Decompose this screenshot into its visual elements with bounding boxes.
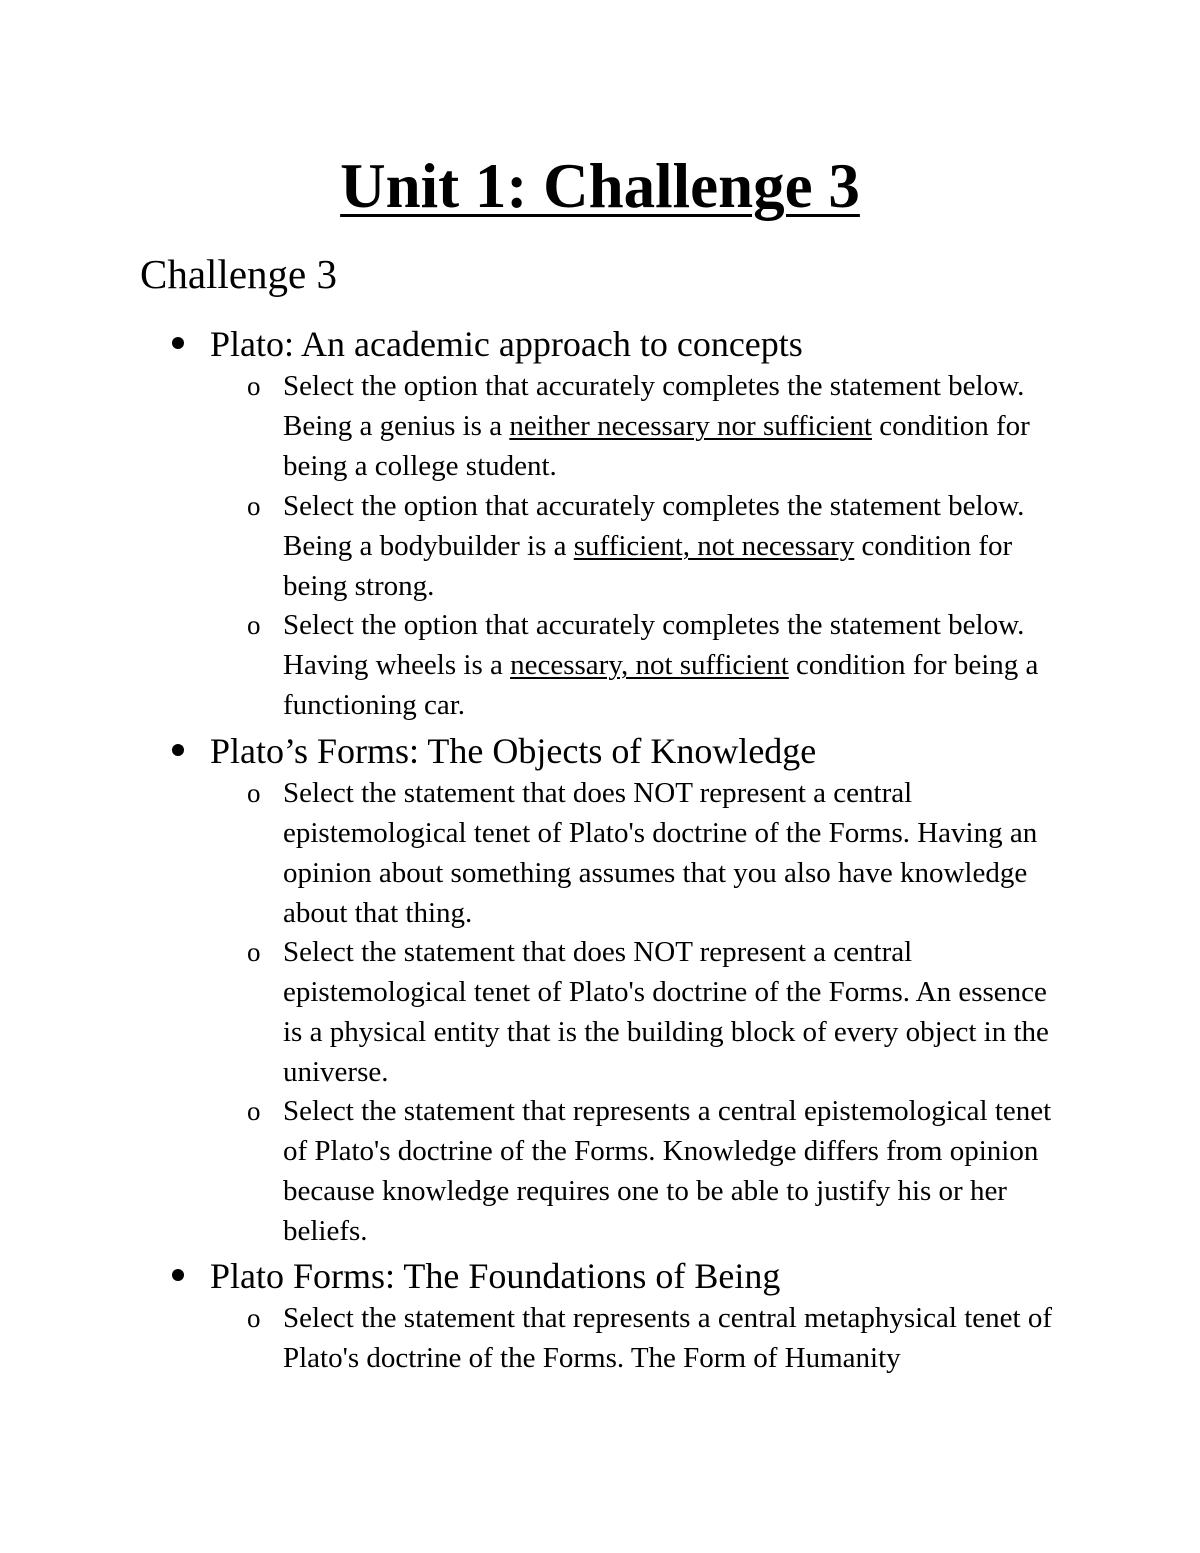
bullet-icon xyxy=(172,337,184,349)
bullet-icon xyxy=(172,744,184,756)
item-text xyxy=(283,366,1073,486)
item-answer: neither necessary nor sufficient xyxy=(509,410,872,442)
item-text: Select the statement that represents a central metaphysical tenet of Plato's doctrine of the Forms. The Form of Humanity xyxy=(283,1302,1052,1374)
circle-bullet-icon: o xyxy=(247,1303,261,1333)
item-answer: sufficient, not necessary xyxy=(573,530,855,562)
item-answer: necessary, not sufficient xyxy=(510,649,789,681)
item-prompt: Select the option that accurately completes the statement below. Having wheels is a xyxy=(283,609,1025,681)
circle-bullet-icon: o xyxy=(247,610,261,640)
topic-label: Plato: An academic approach to concepts xyxy=(210,324,803,364)
section-heading: Challenge 3 xyxy=(140,251,337,297)
item-prompt: Select the option that accurately completes the statement below. Being a bodybuilder is a xyxy=(283,490,1025,562)
item-rest: condition for being a functioning car. xyxy=(283,649,1039,721)
item-rest: condition for being strong. xyxy=(283,530,1013,602)
circle-bullet-icon: o xyxy=(247,1096,261,1126)
item-text: Select the statement that does NOT represent a central epistemological tenet of Plato's doctrine of the Forms. Having an opinion about something assumes that you also have knowledge about that thing. xyxy=(283,777,1038,929)
circle-bullet-icon: o xyxy=(247,491,261,521)
item-text: Select the statement that represents a central epistemological tenet of Plato's doctrine of the Forms. Knowledge differs from opinion because knowledge requires one to be able to justify his or her beliefs. xyxy=(283,1095,1052,1247)
item-text xyxy=(283,605,1073,725)
circle-bullet-icon: o xyxy=(247,937,261,967)
item-prompt: Select the option that accurately completes the statement below. Being a genius is a xyxy=(283,370,1025,442)
item-text: Select the statement that does NOT represent a central epistemological tenet of Plato's doctrine of the Forms. An essence is a physical entity that is the building block of every object in the universe. xyxy=(283,936,1049,1088)
circle-bullet-icon: o xyxy=(247,371,261,401)
item-rest: condition for being a college student. xyxy=(283,410,1030,482)
document-title: Unit 1: Challenge 3 xyxy=(340,151,860,221)
topic-label: Plato Forms: The Foundations of Being xyxy=(210,1256,781,1296)
topic-label: Plato’s Forms: The Objects of Knowledge xyxy=(210,731,817,771)
bullet-icon xyxy=(172,1269,184,1281)
item-text xyxy=(283,486,1073,606)
circle-bullet-icon: o xyxy=(247,778,261,808)
